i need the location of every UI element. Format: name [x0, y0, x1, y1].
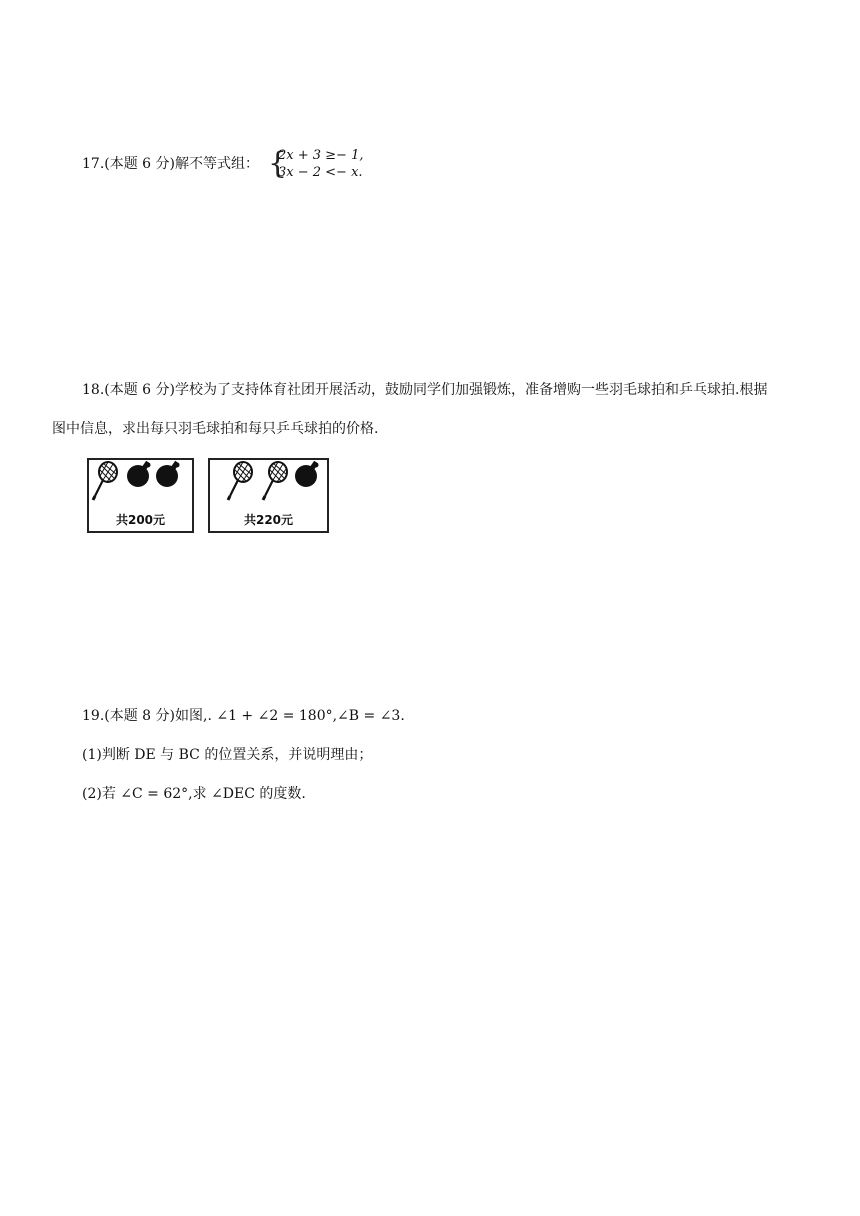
pingpong-paddle-icon [295, 461, 319, 487]
figure-2-items [210, 460, 327, 512]
pingpong-paddle-icon [127, 461, 151, 487]
question-17-prefix: 17.(本题 6 分)解不等式组： [82, 156, 259, 172]
question-18-line-2: 图中信息，求出每只羽毛球拍和每只乒乓球拍的价格. [52, 421, 379, 437]
badminton-racket-icon [228, 462, 252, 500]
figure-1-price-label: 共200元 [115, 513, 166, 527]
question-19-part-1: (1)判断 DE 与 BC 的位置关系，并说明理由； [82, 747, 373, 763]
question-19-part-2: (2)若 ∠C = 62°,求 ∠DEC 的度数. [82, 786, 306, 802]
question-17 [82, 154, 259, 174]
pingpong-paddle-icon [156, 461, 180, 487]
question-18-line-1: 18.(本题 6 分)学校为了支持体育社团开展活动，鼓励同学们加强锻炼，准备增购一些羽毛球拍和乒乓球拍.根据 [82, 382, 768, 398]
figure-1-items [89, 460, 192, 512]
inequality-line-2: 3x − 2 <− x. [278, 165, 363, 180]
brace-symbol: { [268, 146, 288, 181]
question-19-line-1: 19.(本题 8 分)如图,. ∠1 + ∠2 = 180°,∠B = ∠3. [82, 708, 405, 724]
price-figure-1 [87, 458, 194, 533]
badminton-racket-icon [263, 462, 287, 500]
inequality-line-1: 2x + 3 ≥− 1, [278, 148, 364, 163]
price-figure-2 [208, 458, 329, 533]
badminton-racket-icon [93, 462, 117, 500]
inequality-system [268, 147, 388, 183]
figure-2-price-label: 共220元 [243, 513, 294, 527]
